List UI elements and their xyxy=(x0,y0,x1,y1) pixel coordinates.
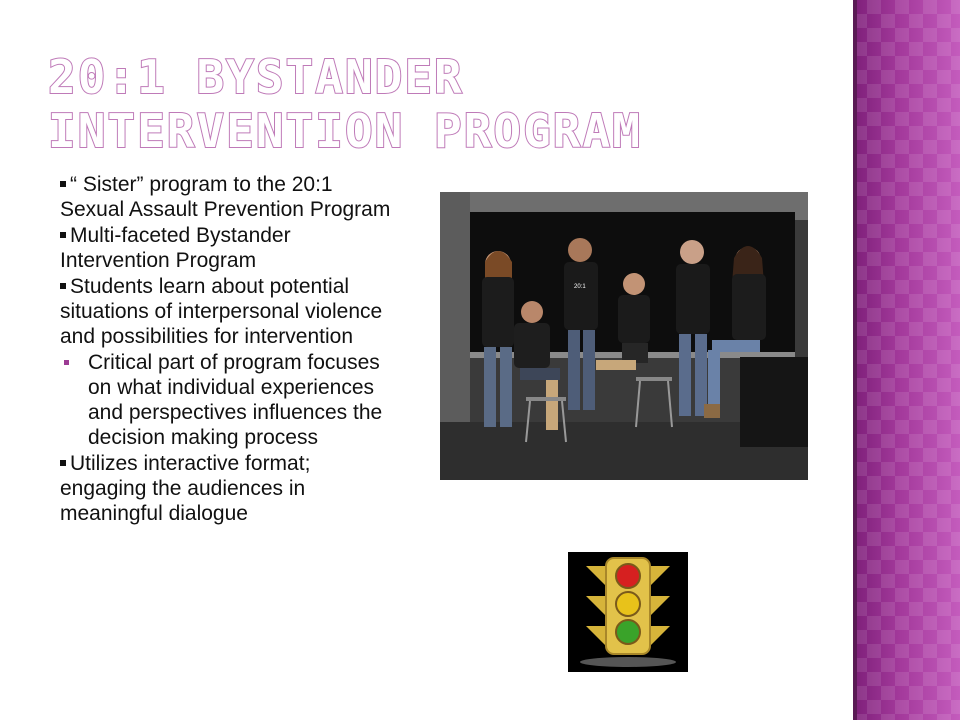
square-bullet-icon xyxy=(64,360,69,365)
square-bullet-icon xyxy=(60,181,66,187)
bullet-text: Students learn about potential situations of interpersonal violence and possibilities for intervention xyxy=(60,275,383,348)
group-photo-image xyxy=(440,192,808,480)
bullet-item xyxy=(60,223,400,273)
square-bullet-icon xyxy=(60,232,66,238)
traffic-light-icon xyxy=(568,552,688,672)
side-band-edge xyxy=(853,0,857,720)
decorative-side-band xyxy=(853,0,960,720)
shirt-label: 20:1 xyxy=(574,284,586,290)
bullet-list xyxy=(60,172,400,527)
red-light xyxy=(616,564,640,588)
slide-title: 20:1 BYSTANDER INTERVENTION PROGRAM xyxy=(48,50,642,158)
bullet-text: Utilizes interactive format; engaging the audiences in meaningful dialogue xyxy=(60,452,311,525)
group-photo xyxy=(440,192,808,480)
bullet-item xyxy=(60,172,400,222)
traffic-light-image xyxy=(568,552,688,672)
square-bullet-icon xyxy=(60,460,66,466)
bullet-text: Critical part of program focuses on what individual experiences and perspectives influences the decision making process xyxy=(88,351,383,449)
bullet-item xyxy=(60,274,400,349)
bullet-text: Multi-faceted Bystander Intervention Program xyxy=(60,224,291,272)
sub-bullet-item xyxy=(88,350,400,450)
bullet-text: “ Sister” program to the 20:1 Sexual Assault Prevention Program xyxy=(60,173,391,221)
square-bullet-icon xyxy=(60,283,66,289)
bullet-item xyxy=(60,451,400,526)
green-light xyxy=(616,620,640,644)
yellow-light xyxy=(616,592,640,616)
